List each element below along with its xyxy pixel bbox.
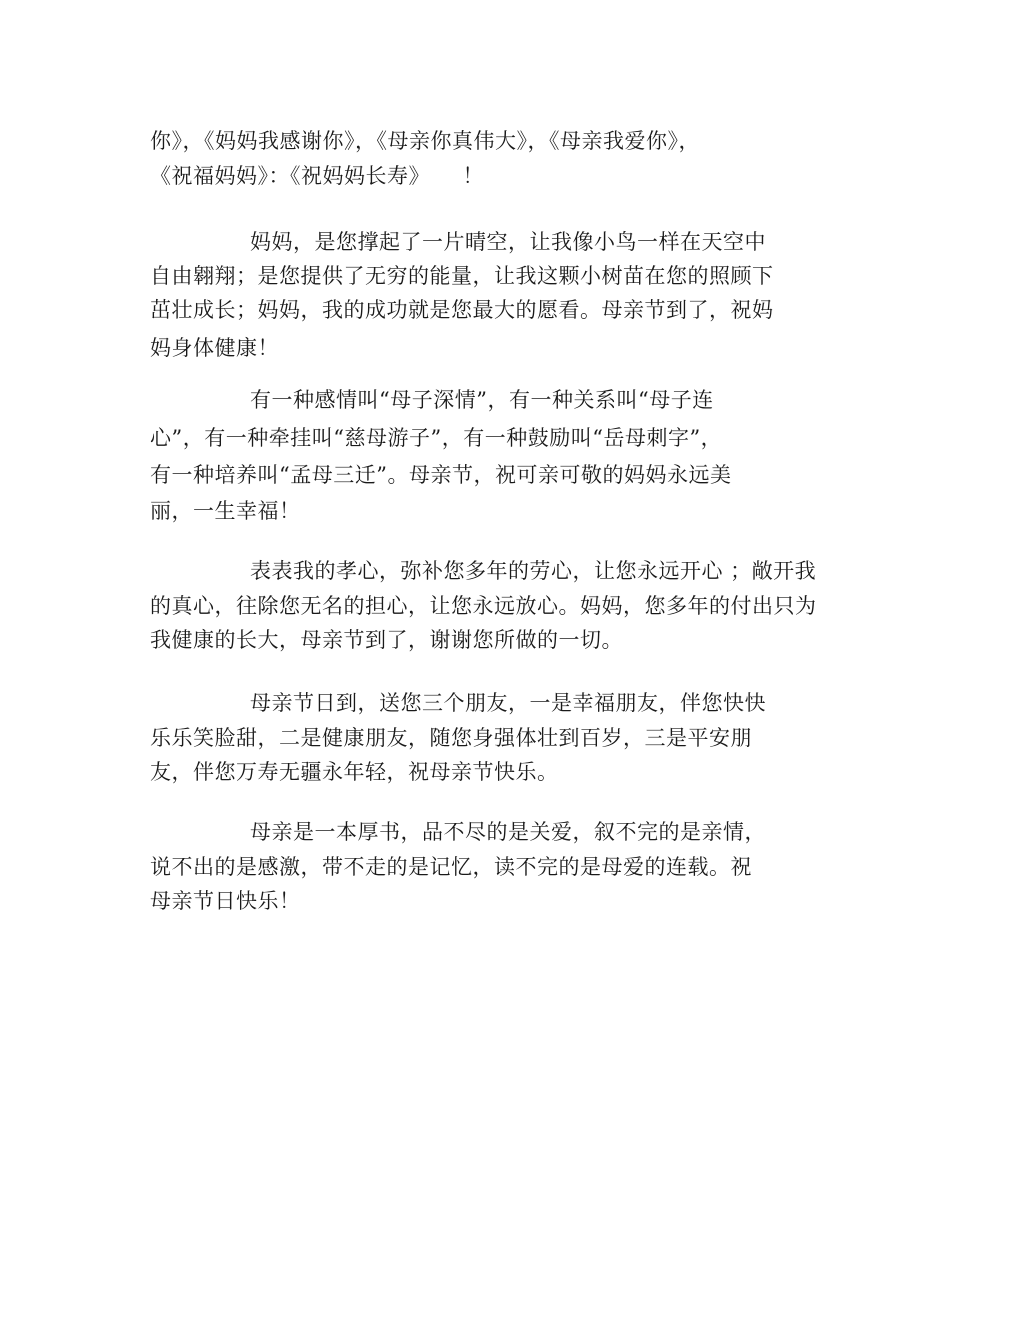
text-line: 乐乐笑脸甜，二是健康朋友，随您身强体壮到百岁，三是平安朋 — [150, 726, 752, 750]
text-line: 有一种培养叫“孟母三迁”。母亲节，祝可亲可敬的妈妈永远美 — [150, 463, 732, 487]
text-line: 的真心，往除您无名的担心，让您永远放心。妈妈，您多年的付出只为 — [150, 594, 817, 618]
paragraph-first-line: 妈妈，是您撑起了一片晴空，让我像小鸟一样在天空中 — [250, 230, 766, 254]
text-line: 妈身体健康！ — [150, 336, 279, 360]
text-line: 自由翱翔；是您提供了无穷的能量，让我这颗小树苗在您的照顾下 — [150, 264, 774, 288]
text-line: 《祝福妈妈》：《祝妈妈长寿》 ！ — [150, 164, 484, 188]
text-line: 丽，一生幸福！ — [150, 499, 301, 523]
text-line: 茁壮成长；妈妈，我的成功就是您最大的愿看。母亲节到了，祝妈 — [150, 298, 774, 322]
paragraph-first-line: 有一种感情叫“母子深情”，有一种关系叫“母子连 — [250, 388, 714, 412]
text-line: 心”，有一种牵挂叫“慈母游子”，有一种鼓励叫“岳母刺字”， — [150, 426, 723, 450]
paragraph-first-line: 母亲是一本厚书，品不尽的是关爱，叙不完的是亲情， — [250, 820, 766, 844]
paragraph-first-line: 表表我的孝心，弥补您多年的劳心，让您永远开心 ；敞开我 — [250, 559, 817, 583]
text-line: 你》，《妈妈我感谢你》，《母亲你真伟大》，《母亲我爱你》， — [150, 129, 700, 153]
text-line: 母亲节日快乐！ — [150, 889, 301, 913]
text-line: 我健康的长大，母亲节到了，谢谢您所做的一切。 — [150, 628, 623, 652]
text-line: 说不出的是感激，带不走的是记忆，读不完的是母爱的连载。祝 — [150, 855, 752, 879]
paragraph-first-line: 母亲节日到，送您三个朋友，一是幸福朋友，伴您快快 — [250, 691, 766, 715]
text-line: 友，伴您万寿无疆永年轻，祝母亲节快乐。 — [150, 760, 559, 784]
